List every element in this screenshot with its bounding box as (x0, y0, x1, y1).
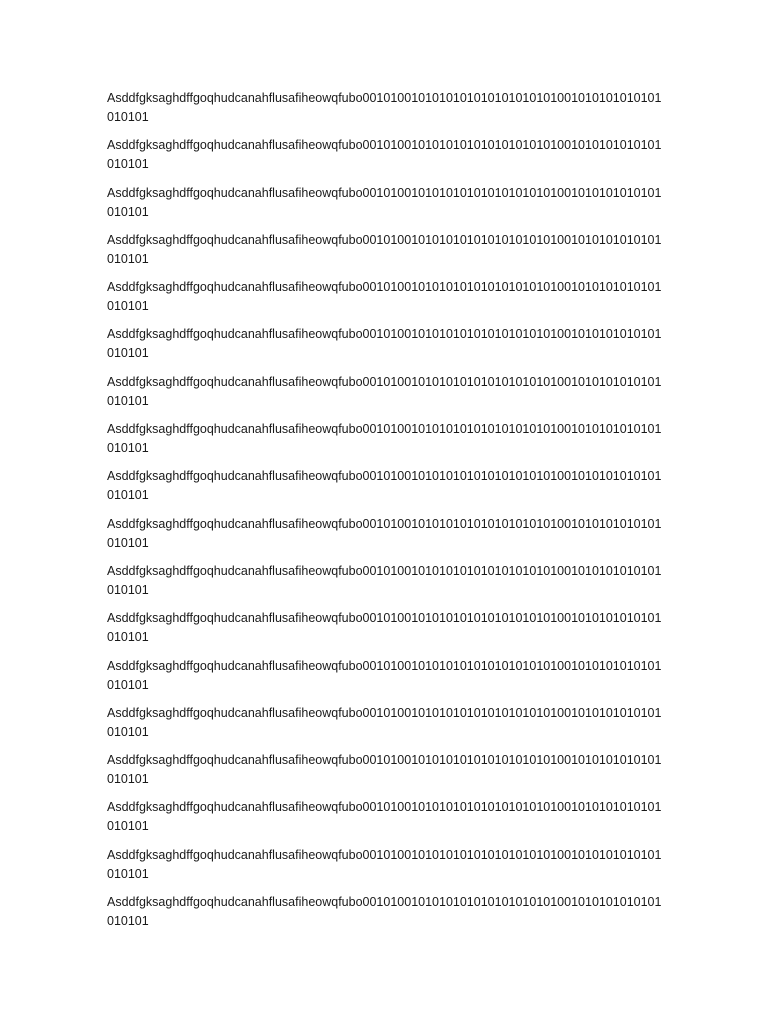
paragraph (107, 136, 667, 174)
paragraph-line: Asddfgksaghdffgoqhudcanahflusafiheowqfubo0010100101010101010101010101001010101010101 (107, 422, 662, 437)
paragraph (107, 231, 667, 269)
paragraph (107, 798, 667, 836)
paragraph-line: Asddfgksaghdffgoqhudcanahflusafiheowqfubo0010100101010101010101010101001010101010101 (107, 753, 662, 768)
paragraph-line: 010101 (107, 441, 149, 456)
paragraph (107, 420, 667, 458)
paragraph (107, 325, 667, 363)
paragraph-line: Asddfgksaghdffgoqhudcanahflusafiheowqfubo0010100101010101010101010101001010101010101 (107, 91, 662, 105)
paragraph-line: 010101 (107, 157, 149, 172)
paragraph (107, 751, 667, 789)
paragraph-line: Asddfgksaghdffgoqhudcanahflusafiheowqfubo0010100101010101010101010101001010101010101 (107, 138, 662, 153)
paragraph-line: Asddfgksaghdffgoqhudcanahflusafiheowqfubo0010100101010101010101010101001010101010101 (107, 280, 662, 295)
paragraph-line: Asddfgksaghdffgoqhudcanahflusafiheowqfubo0010100101010101010101010101001010101010101 (107, 563, 662, 578)
paragraph-line: 010101 (107, 251, 149, 266)
paragraph (107, 515, 667, 553)
paragraph-line: Asddfgksaghdffgoqhudcanahflusafiheowqfubo0010100101010101010101010101001010101010101 (107, 516, 662, 531)
paragraph-line: 010101 (107, 488, 149, 503)
paragraph-line: 010101 (107, 299, 149, 314)
paragraph-line: 010101 (107, 914, 149, 929)
paragraph-line: 010101 (107, 724, 149, 739)
paragraph-line: 010101 (107, 346, 149, 361)
paragraph (107, 89, 667, 127)
paragraph-line: Asddfgksaghdffgoqhudcanahflusafiheowqfubo0010100101010101010101010101001010101010101 (107, 374, 662, 389)
paragraph (107, 467, 667, 505)
paragraph (107, 704, 667, 742)
paragraph (107, 562, 667, 600)
paragraph-line: Asddfgksaghdffgoqhudcanahflusafiheowqfubo0010100101010101010101010101001010101010101 (107, 185, 662, 200)
document-body (107, 89, 667, 940)
paragraph-line: Asddfgksaghdffgoqhudcanahflusafiheowqfubo0010100101010101010101010101001010101010101 (107, 327, 662, 342)
paragraph-line: Asddfgksaghdffgoqhudcanahflusafiheowqfubo0010100101010101010101010101001010101010101 (107, 895, 662, 910)
paragraph-line: 010101 (107, 819, 149, 834)
paragraph (107, 373, 667, 411)
paragraph-line: Asddfgksaghdffgoqhudcanahflusafiheowqfubo0010100101010101010101010101001010101010101 (107, 611, 662, 626)
paragraph (107, 278, 667, 316)
paragraph (107, 893, 667, 931)
paragraph-line: 010101 (107, 535, 149, 550)
paragraph-line: Asddfgksaghdffgoqhudcanahflusafiheowqfubo0010100101010101010101010101001010101010101 (107, 800, 662, 815)
paragraph-line: 010101 (107, 630, 149, 645)
paragraph-line: 010101 (107, 110, 149, 124)
paragraph-line: Asddfgksaghdffgoqhudcanahflusafiheowqfubo0010100101010101010101010101001010101010101 (107, 658, 662, 673)
paragraph-line: 010101 (107, 677, 149, 692)
paragraph-line: 010101 (107, 582, 149, 597)
paragraph (107, 657, 667, 695)
paragraph-line: Asddfgksaghdffgoqhudcanahflusafiheowqfubo0010100101010101010101010101001010101010101 (107, 469, 662, 484)
paragraph-line: Asddfgksaghdffgoqhudcanahflusafiheowqfubo0010100101010101010101010101001010101010101 (107, 705, 662, 720)
paragraph (107, 609, 667, 647)
paragraph-line: Asddfgksaghdffgoqhudcanahflusafiheowqfubo0010100101010101010101010101001010101010101 (107, 232, 662, 247)
paragraph-line: Asddfgksaghdffgoqhudcanahflusafiheowqfubo0010100101010101010101010101001010101010101 (107, 847, 662, 862)
paragraph-line: 010101 (107, 772, 149, 787)
paragraph-line: 010101 (107, 866, 149, 881)
paragraph-line: 010101 (107, 393, 149, 408)
paragraph (107, 846, 667, 884)
paragraph (107, 184, 667, 222)
paragraph-line: 010101 (107, 204, 149, 219)
